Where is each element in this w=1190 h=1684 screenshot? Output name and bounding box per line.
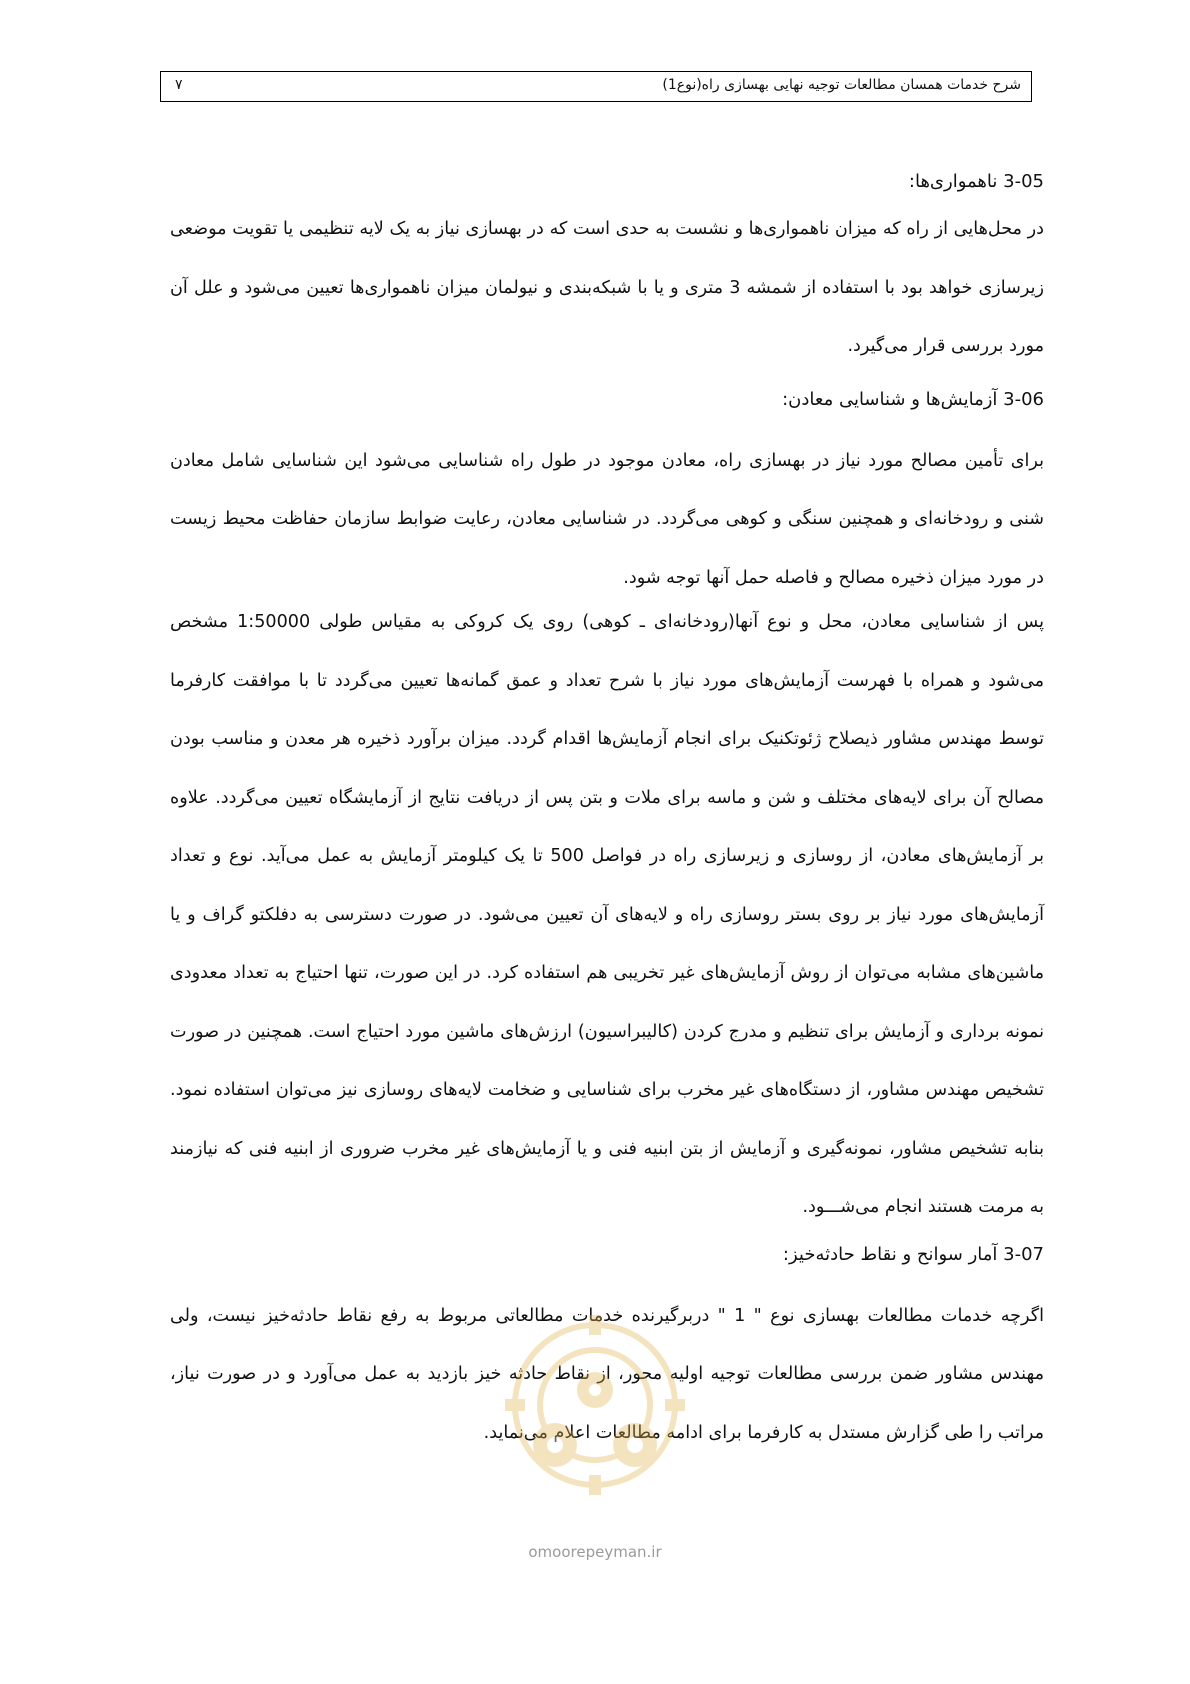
paragraph-roughness: در محل‌هایی از راه که میزان ناهمواری‌ها و نشست به حدی است که در بهسازی نیاز به یک لایه تنظیمی یا تقویت موضعی زیرسازی خواهد بود با استفاده از شمشه 3 متری و یا با شبکه‌بندی و نیولمان میزان ناهمواری‌ها تعیین می‌شود و علل آن مورد بررسی قرار می‌گیرد. <box>170 219 1044 356</box>
section-heading-3-05: 3-05 ناهمواری‌ها: <box>908 171 1044 192</box>
page-number: ۷ <box>175 77 183 93</box>
watermark-logo-icon <box>495 1295 695 1555</box>
page-header <box>160 71 1032 102</box>
paragraph-mines-tests: پس از شناسایی معادن، محل و نوع آنها(رودخانه‌ای ـ کوهی) روی یک کروکی به مقیاس طولی 1:50000 مشخص می‌شود و همراه با فهرست آزمایش‌های مورد نیاز با شرح تعداد و عمق گمانه‌ها تعیین می‌گردد تا با موافقت کارفرما توسط مهندس مشاور ذیصلاح ژئوتکنیک برای انجام آزمایش‌ها اقدام گردد. میزان برآورد ذخیره هر معدن و مناسب بودن مصالح آن برای لایه‌های مختلف و شن و ماسه برای ملات و بتن پس از دریافت نتایج از آزمایشگاه تعیین می‌گردد. علاوه بر آزمایش‌های معادن، از روسازی و زیرسازی راه در فواصل 500 تا یک کیلومتر آزمایش به عمل می‌آید. نوع و تعداد آزمایش‌های مورد نیاز بر روی بستر روسازی راه و لایه‌های آن تعیین می‌شود. در صورت دسترسی به دفلکتو گراف و یا ماشین‌های مشابه می‌توان از روش آزمایش‌های غیر تخریبی هم استفاده کرد. در این صورت، تنها احتیاج به تعداد معدودی نمونه برداری و آزمایش برای تنظیم و مدرج کردن (کالیبراسیون) ارزش‌های ماشین مورد احتیاج است. همچنین در صورت تشخیص مهندس مشاور، از دستگاه‌های غیر مخرب برای شناسایی و ضخامت لایه‌های روسازی نیز می‌توان استفاده نمود. بنابه تشخیص مشاور، نمونه‌گیری و آزمایش از بتن ابنیه فنی و یا آزمایش‌های غیر مخرب ضروری از ابنیه فنی که نیازمند به مرمت هستند انجام می‌شـــود. <box>170 612 1044 1217</box>
header-title: شرح خدمات همسان مطالعات توجیه نهایی بهسازی راه(نوع1) <box>662 77 1021 93</box>
document-body <box>170 170 1044 1462</box>
watermark-site: omoorepeyman.ir <box>528 1543 662 1561</box>
section-heading-3-06: 3-06 آزمایش‌ها و شناسایی معادن: <box>782 388 1044 410</box>
paragraph-accident-points: اگرچه خدمات مطالعات بهسازی نوع " 1 " دربرگیرنده خدمات مطالعاتی مربوط به رفع نقاط حادثه‌خیز نیست، ولی مهندس مشاور ضمن بررسی مطالعات توجیه اولیه محور، از نقاط حادثه خیز بازدید به عمل می‌آورد و در صورت نیاز، مراتب را طی گزارش مستدل به کارفرما برای ادامه مطالعات اعلام می‌نماید. <box>170 1305 1044 1443</box>
section-heading-3-07: 3-07 آمار سوانح و نقاط حادثه‌خیز: <box>782 1243 1044 1265</box>
paragraph-mines-identification: برای تأمین مصالح مورد نیاز در بهسازی راه، معادن موجود در طول راه شناسایی می‌شود این شناسایی شامل معادن شنی و رودخانه‌ای و همچنین سنگی و کوهی می‌گردد. در شناسایی معادن، رعایت ضوابط سازمان حفاظت محیط زیست در مورد میزان ذخیره مصالح و فاصله حمل آنها توجه شود. <box>170 450 1044 588</box>
